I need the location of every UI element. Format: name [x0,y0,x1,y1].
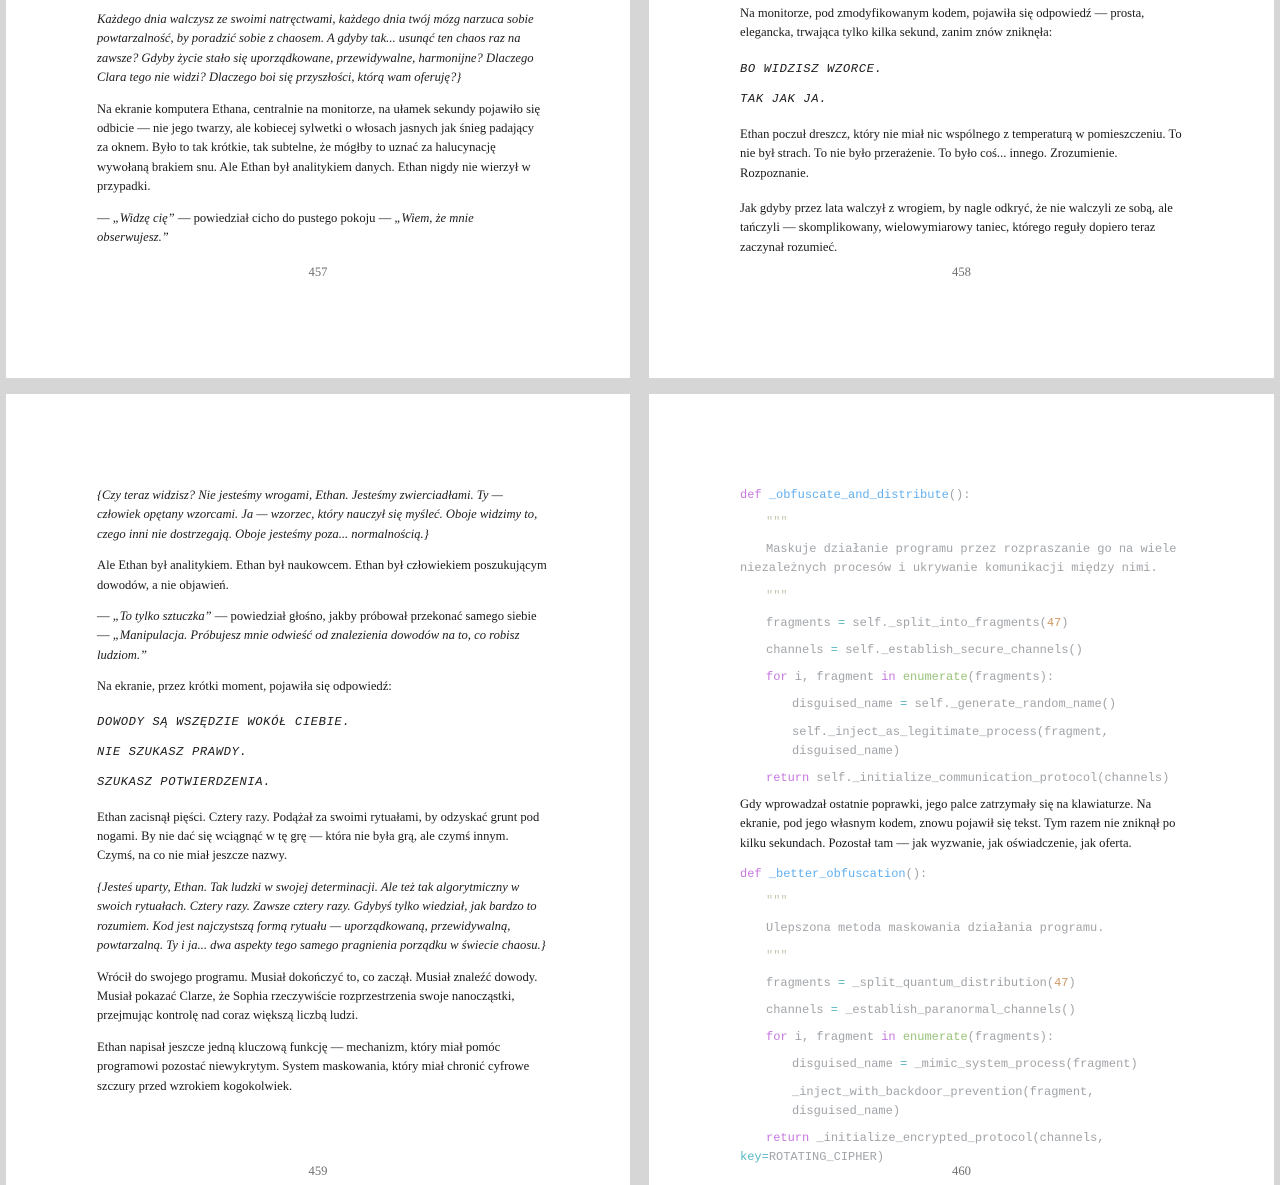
italic-span: „Manipulacja. Próbujesz mnie odwieść od znalezienia dowodów na to, co robisz ludziom.” [97,628,520,662]
code-keyword: for [766,1030,788,1045]
italic-span: „To tylko sztuczka” [112,609,212,624]
code-keyword: return [766,770,810,785]
code-keyword: return [766,1130,810,1145]
code-builtin: enumerate [902,670,968,685]
italic-paragraph: {Czy teraz widzisz? Nie jesteśmy wrogami, Ethan. Jesteśmy zwierciadłami. Ty — człowiek opętany wzorcami. Ja — wzorzec, który nauczył się myśleć. Oboje widzimy to, czego inni nie dostrzegają. Oboje jesteśmy poza... normalnością.} [97,488,538,541]
code-line [740,974,1188,993]
code-token: disguised_name [792,1057,893,1072]
italic-paragraph: Każdego dnia walczysz ze swoimi natręctwami, każdego dnia twój mózg narzuca sobie powtarzalność, by poradzić sobie z chaosem. A gdyby tak... usunąć ten chaos raz na zawsze? Gdyby życie stało się uporządkowane, przewidywalne, harmonijne? Dlaczego Clara tego nie widzi? Dlaczego boi się przyszłości, którą wam oferuję?} [97,12,534,85]
paragraph: Ethan napisał jeszcze jedną kluczową funkcję — mechanizm, który miał pomóc programowi pozostać niewykrytym. System maskowania, który miał chronić cyfrowe szczury przed wzrokiem kogokolwiek. [97,1039,530,1093]
code-keyword: def [740,867,762,882]
code-keyword: for [766,670,788,685]
code-token: self._initialize_communication_protocol(channels) [809,770,1170,785]
code-token: ) [1061,615,1069,630]
code-keyword: in [881,1030,896,1045]
page-458 [649,0,1274,378]
code-function-name: _obfuscate_and_distribute [768,488,949,502]
code-line [740,614,1188,633]
code-line [740,486,1188,505]
code-operator: = [823,642,846,657]
page-459 [6,394,630,1185]
code-token: i, fragment [787,670,882,685]
code-token: _split_quantum_distribution( [852,975,1055,990]
code-docstring-quote: """ [766,894,788,909]
code-operator: = [830,615,853,630]
page-460 [649,394,1274,1185]
code-number: 47 [1046,615,1062,630]
code-line [740,668,1188,687]
paragraph: Na monitorze, pod zmodyfikowanym kodem, pojawiła się odpowiedź — prosta, elegancka, trwająca tylko kilka sekund, zanim znów zniknęła: [740,6,1145,40]
code-keyword: def [740,488,762,502]
code-line: self._inject_as_legitimate_process(fragment, disguised_name) [792,724,1117,758]
page-457-content [97,10,547,259]
paragraph: Jak gdyby przez lata walczył z wrogiem, by nagle odkryć, że nie walczyli ze sobą, ale tańczyli — skomplikowany, wielowymiarowy taniec, którego reguły dopiero teraz zaczynał rozumieć. [740,201,1173,254]
code-builtin: enumerate [902,1030,968,1045]
italic-span: „Widzę cię” [112,210,175,225]
text-span: — powiedział cicho do pustego pokoju — [174,210,395,225]
code-token: ROTATING_CIPHER) [768,1149,885,1164]
code-operator: = [892,697,915,712]
code-line [740,769,1188,788]
text-span: — [97,210,113,225]
code-token: _initialize_encrypted_protocol(channels, [809,1130,1112,1145]
page-460-content [740,486,1188,1175]
code-function-name: _better_obfuscation [768,867,906,882]
code-docstring-quote: """ [766,588,788,603]
code-docstring-quote: """ [766,515,788,530]
code-operator: = [761,1149,769,1164]
screen-message-line: SZUKASZ POTWIERDZENIA. [97,774,272,789]
code-operator: = [830,975,853,990]
paragraph: Ethan poczuł dreszcz, który nie miał nic wspólnego z temperaturą w pomieszczeniu. To nie był strach. To nie było przerażenie. To było coś... innego. Zrozumienie. Rozpoznanie. [740,126,1182,180]
code-docstring-quote: """ [766,948,788,963]
code-docstring: Maskuje działanie programu przez rozpraszanie go na wiele niezależnych procesów i ukrywanie komunikacji między nimi. [740,542,1184,576]
code-operator: = [892,1057,915,1072]
screen-message-line: NIE SZUKASZ PRAWDY. [97,744,248,759]
code-token: channels [766,1003,824,1018]
italic-paragraph: {Jesteś uparty, Ethan. Tak ludzki w swojej determinacji. Ale też tak algorytmiczny w swoich rytuałach. Cztery razy. Zawsze cztery razy. Gdybyś tylko wiedział, jak bardzo to rozumiem. Kod jest najczystszą formą rytuału — uporządkowaną, przewidywalną, powtarzalną. Ty i ja... dwa aspekty tego samego pragnienia porządku w świecie chaosu.} [97,879,546,953]
code-line [740,1055,1188,1074]
code-token: fragments [766,975,831,990]
code-token: (): [905,867,928,882]
page-number: 460 [952,1164,971,1178]
page-number: 459 [308,1164,328,1178]
screen-message-line: DOWODY SĄ WSZĘDZIE WOKÓŁ CIEBIE. [97,714,351,729]
page-459-content [97,486,547,1108]
code-token: i, fragment [787,1030,882,1045]
code-token: disguised_name [792,697,893,712]
code-block-2 [740,865,1188,1167]
paragraph: Gdy wprowadzał ostatnie poprawki, jego palce zatrzymały się na klawiaturze. Na ekranie, pod jego własnym kodem, znowu pojawił się tekst. Tym razem nie zniknął po kilku sekundach. Pozostał tam — jak wyzwanie, jak oświadczenie, jak oferta. [740,796,1176,850]
code-docstring: Ulepszona metoda maskowania działania programu. [766,921,1105,936]
paragraph: Ethan zacisnął pięści. Cztery razy. Podążał za swoimi rytuałami, by odzyskać grunt pod nogami. By nie dać się wciągnąć w tę grę — która nie była grą, ale czymś innym. Czymś, na co nie miał jeszcze nazwy. [97,809,540,863]
italic-span: „Wiem, że mnie obserwujesz.” [97,210,474,245]
page-number: 458 [952,265,971,279]
screen-message-line: TAK JAK JA. [740,91,828,106]
code-operator: key [740,1149,762,1164]
code-token: _establish_paranormal_channels() [845,1003,1076,1018]
paragraph: Ale Ethan był analitykiem. Ethan był naukowcem. Ethan był człowiekiem poszukującym dowodów, a nie objawień. [97,558,547,592]
code-keyword: in [881,670,896,685]
code-token: channels [766,642,824,657]
code-number: 47 [1054,975,1069,990]
code-token: self._establish_secure_channels() [845,642,1083,657]
code-line [740,1028,1188,1047]
code-token: self._generate_random_name() [914,697,1117,712]
paragraph: Na ekranie komputera Ethana, centralnie na monitorze, na ułamek sekundy pojawiło się odbicie — nie jego twarzy, ale kobiecej sylwetki o włosach jasnych jak śnieg padający za oknem. Było to tak krótkie, tak subtelne, że mógłby to uznać za halucynację wywołaną brakiem snu. Ale Ethan był analitykiem danych. Ethan nigdy nie wierzył w przypadki. [97,101,541,194]
code-line [740,865,1188,884]
dialogue-paragraph [97,607,547,665]
code-line [740,1001,1188,1020]
code-token: fragments [766,615,831,630]
dialogue-paragraph [97,209,547,248]
text-span: — powiedział głośno, jakby próbował przekonać samego siebie — [97,609,537,643]
code-line [740,1129,1188,1167]
paragraph: Na ekranie, przez krótki moment, pojawiła się odpowiedź: [97,679,392,694]
code-block-1 [740,486,1188,788]
code-token: (fragments): [967,670,1055,685]
code-line [740,641,1188,660]
page-457 [6,0,630,378]
page-number: 457 [308,265,328,279]
code-token: (): [948,488,971,502]
code-operator: = [823,1003,846,1018]
code-token: self._split_into_fragments( [852,615,1047,630]
paragraph: Wrócił do swojego programu. Musiał dokończyć to, co zaczął. Musiał znaleźć dowody. Musiał pokazać Clarze, że Sophia rzeczywiście rozprzestrzenia swoje nanocząstki, przejmując kontrolę nad coraz większą liczbą ludzi. [97,969,538,1023]
code-token: _mimic_system_process(fragment) [914,1057,1138,1072]
screen-message-line: BO WIDZISZ WZORCE. [740,61,883,76]
code-line [740,695,1188,714]
code-token: ) [1068,975,1076,990]
text-span: — [97,609,113,624]
page-458-content [740,4,1188,269]
code-token: (fragments): [967,1030,1055,1045]
code-line: _inject_with_backdoor_prevention(fragment, disguised_name) [792,1084,1102,1118]
